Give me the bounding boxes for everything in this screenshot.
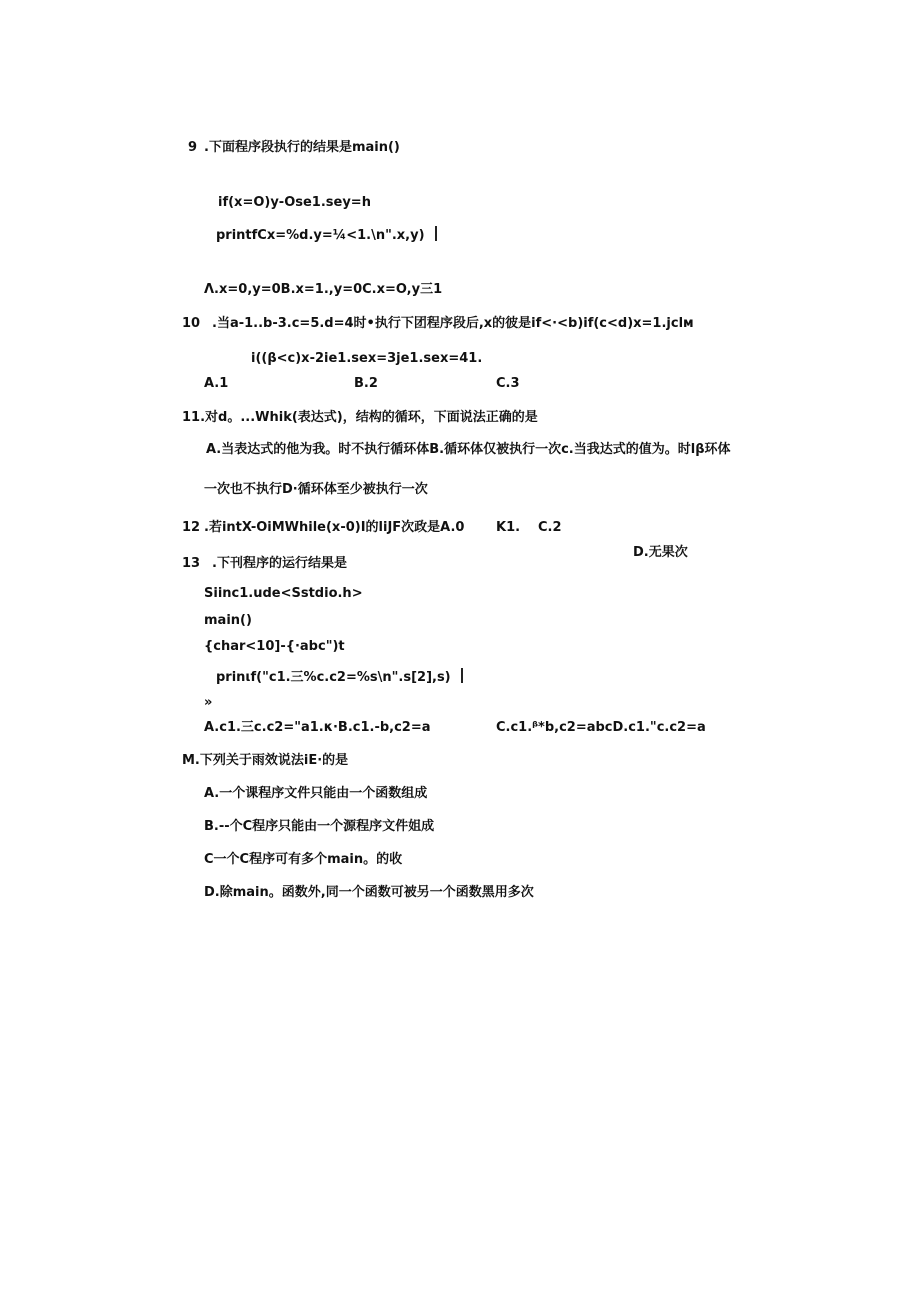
- q9-code-line-1: if(x=O)y-Ose1.sey=h: [218, 195, 371, 210]
- q9-code-line-2-text: printfCx=%d.y=¼<1.\n".x,y): [216, 228, 425, 243]
- q11-options-line-1: A.当表达式的他为我。时不执行循环体B.循环体仅被执行一次c.当我达式的值为。时lβ环体: [206, 442, 731, 457]
- q14-stem: M.下列关于雨效说法iE·的是: [182, 753, 349, 768]
- q13-code-line-4-text: prinιf("c1.三%c.c2=%s\n".s[2],s): [216, 670, 451, 685]
- q9-stem: .下面程序段执行的结果是main(): [204, 140, 400, 155]
- q12-option-b: K1.: [496, 520, 521, 535]
- q13-code-line-3: {char<10]-{·abc")t: [204, 639, 345, 654]
- q13-code-line-5: »: [204, 695, 213, 710]
- q11-stem: 11.对d。...Whik(表达式)，结构的循环，下面说法正确的是: [182, 410, 538, 425]
- q14-option-b: B.--个C程序只能由一个源程序文件姐成: [204, 819, 435, 834]
- q10-option-c: C.3: [496, 376, 520, 391]
- q10-option-a: A.1: [204, 376, 229, 391]
- text-cursor-icon: [461, 668, 463, 683]
- q13-code-line-2: main(): [204, 613, 252, 628]
- q12-option-c: C.2: [538, 520, 562, 535]
- q13-code-line-4: [216, 668, 463, 686]
- q10-option-b: B.2: [354, 376, 378, 391]
- q14-option-c: C一个C程序可有多个main。的收: [204, 852, 403, 867]
- q13-options-left: A.c1.三c.c2="a1.κ·B.c1.-b,c2=a: [204, 720, 431, 735]
- q13-code-line-1: Siinc1.ude<Sstdio.h>: [204, 586, 363, 601]
- q14-option-d: D.除main。函数外,同一个函数可被另一个函数黑用多次: [204, 885, 534, 900]
- q12-number: 12: [182, 520, 201, 535]
- q14-option-a: A.一个课程序文件只能由一个函数组成: [204, 786, 428, 801]
- q11-options-line-2: 一次也不执行D·循环体至少被执行一次: [204, 482, 428, 497]
- q10-stem: .当a-1..b-3.c=5.d=4时•执行下团程序段后,x的彼是if<·<b)if(c<d)x=1.jclм: [212, 316, 694, 331]
- q9-code-line-2: [216, 226, 437, 244]
- text-cursor-icon: [435, 226, 437, 241]
- q13-options-right: C.c1.ᵝ*b,c2=abcD.c1."c.c2=a: [496, 720, 706, 735]
- q13-stem: .下刊程序的运行结果是: [212, 556, 347, 571]
- q9-number: 9: [188, 140, 198, 155]
- q12-stem: .若intX-OiMWhile(x-0)I的liJF次政是A.0: [204, 520, 465, 535]
- q9-options: Λ.x=0,y=0B.x=1.,y=0C.x=O,y三1: [204, 282, 443, 297]
- q12-option-d: D.无果次: [633, 545, 688, 560]
- q10-number: 10: [182, 316, 201, 331]
- q10-code: i((β<c)x-2ie1.sex=3je1.sex=41.: [251, 351, 483, 366]
- q13-number: 13: [182, 556, 201, 571]
